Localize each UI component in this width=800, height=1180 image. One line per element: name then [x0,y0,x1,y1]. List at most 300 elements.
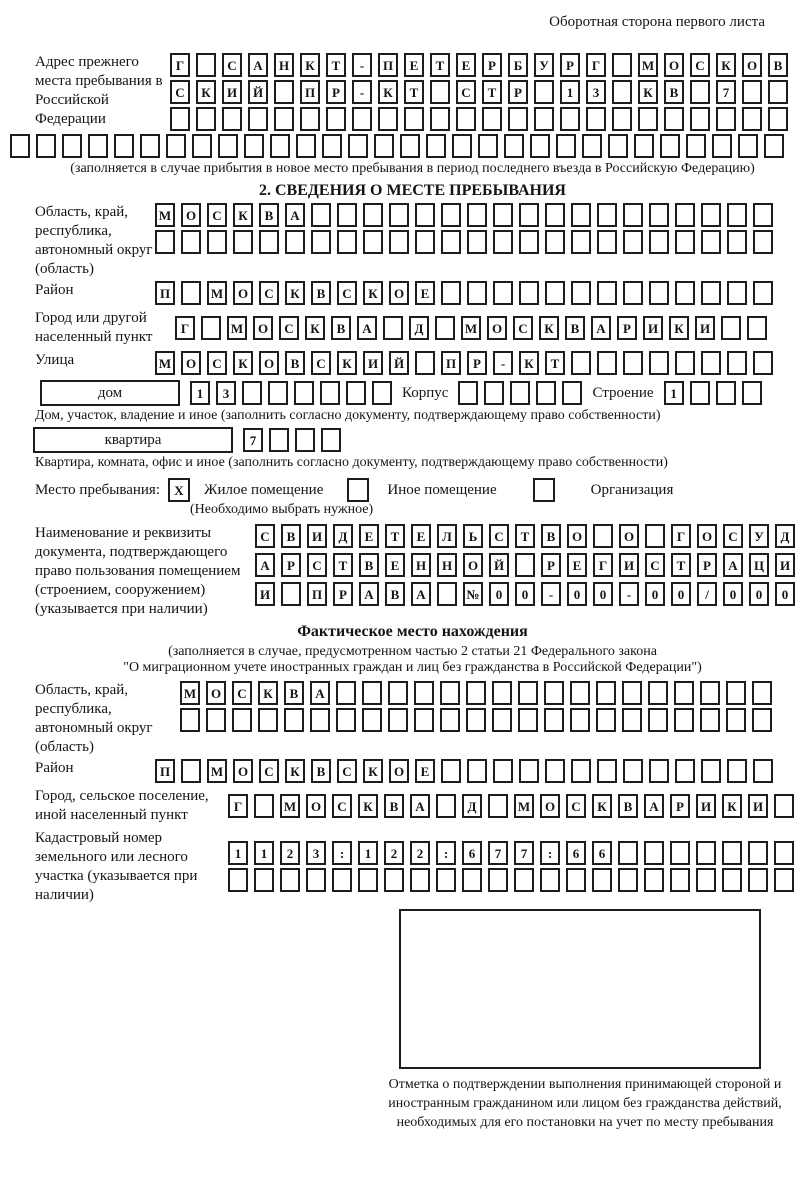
char-cell [440,708,460,732]
char-cell: М [155,203,175,227]
char-cell: 1 [358,841,378,865]
char-cell: О [487,316,507,340]
char-cell: Е [404,53,424,77]
char-cell: О [206,681,226,705]
char-cell: Т [545,351,565,375]
char-cell: Д [775,524,795,548]
char-cell [608,134,628,158]
char-cell: Т [482,80,502,104]
char-cell: П [300,80,320,104]
char-cell: К [638,80,658,104]
char-cell [311,203,331,227]
stamp-note: Отметка о подтверждении выполнения принимающей стороной и иностранным гражданином или лицом без гражданства действий, необходимых для его постановки на учет по месту пребывания [388,1077,782,1130]
char-cell [571,230,591,254]
char-cell [700,708,720,732]
char-cell: А [255,553,275,577]
char-cell: К [233,203,253,227]
char-cell [10,134,30,158]
house-row [190,381,392,405]
char-cell: И [255,582,275,606]
char-cell [462,868,482,892]
char-cell [748,868,768,892]
actual-city-label: Город, сельское поселение, иной населенный пункт [35,788,209,823]
char-cell [389,230,409,254]
char-cell: Е [415,281,435,305]
char-cell [701,759,721,783]
char-cell [556,134,576,158]
actual-location-note-2: "О миграционном учете иностранных граждан и лиц без гражданства в Российской Федерации") [123,660,702,675]
char-cell [270,134,290,158]
char-cell [384,868,404,892]
char-cell: О [181,351,201,375]
char-cell [518,708,538,732]
char-cell [488,794,508,818]
street-label: Улица [35,352,75,368]
char-cell [374,134,394,158]
region-label: Область, край, республика, автономный округ (область) [35,204,153,277]
char-cell: М [207,759,227,783]
char-cell [332,868,352,892]
char-cell: И [307,524,327,548]
char-cell: Т [404,80,424,104]
char-cell [493,203,513,227]
char-cell [410,868,430,892]
char-cell: 3 [216,381,236,405]
char-cell: 0 [671,582,691,606]
char-cell [140,134,160,158]
char-cell [430,107,450,131]
char-cell: В [281,524,301,548]
char-cell [622,708,642,732]
char-cell [748,841,768,865]
char-cell [478,134,498,158]
char-cell: А [723,553,743,577]
char-cell [540,868,560,892]
char-cell [597,759,617,783]
cadastre-rows [228,841,794,892]
char-cell [774,868,794,892]
char-cell: К [337,351,357,375]
char-cell [566,868,586,892]
char-cell [228,868,248,892]
char-cell [166,134,186,158]
char-cell [388,681,408,705]
char-cell [623,759,643,783]
char-cell [727,281,747,305]
char-cell [545,281,565,305]
char-cell [352,107,372,131]
actual-city-row [228,794,794,818]
char-cell: 7 [488,841,508,865]
char-cell [738,134,758,158]
char-cell: М [227,316,247,340]
char-cell [612,53,632,77]
char-cell [544,708,564,732]
char-cell [716,107,736,131]
stamp-box [399,909,761,1069]
char-cell [515,553,535,577]
prev-address-label: Адрес прежнего места пребывания в Российской Федерации [35,54,163,127]
char-cell [456,107,476,131]
char-cell [675,281,695,305]
char-cell [571,203,591,227]
prev-address-row-4 [10,134,790,158]
char-cell [62,134,82,158]
district-block [35,281,790,305]
char-cell [649,230,669,254]
char-cell: Д [333,524,353,548]
char-cell [716,381,736,405]
char-cell: О [233,281,253,305]
char-cell: Е [567,553,587,577]
char-cell [664,107,684,131]
char-cell [510,381,530,405]
char-cell: Т [671,553,691,577]
char-cell: Г [671,524,691,548]
char-cell: У [534,53,554,77]
char-cell: С [337,759,357,783]
char-cell: Г [586,53,606,77]
city-label: Город или другой населенный пункт [35,310,153,345]
korpus-label: Корпус [402,384,449,401]
char-cell [492,708,512,732]
char-cell [484,381,504,405]
char-cell: Н [274,53,294,77]
char-cell: Р [670,794,690,818]
char-cell [326,107,346,131]
char-cell [196,53,216,77]
char-cell: К [592,794,612,818]
char-cell [274,107,294,131]
char-cell [114,134,134,158]
actual-location-note-1: (заполняется в случае, предусмотренном частью 2 статьи 21 Федерального закона [168,644,657,659]
char-cell [700,681,720,705]
char-cell: Е [385,553,405,577]
char-cell [306,868,326,892]
char-cell: Р [541,553,561,577]
char-cell: 6 [462,841,482,865]
char-cell [244,134,264,158]
char-cell: И [222,80,242,104]
stay-type-block [35,478,790,502]
stroenie-row [664,381,762,405]
char-cell [674,681,694,705]
char-cell [727,351,747,375]
actual-district-label: Район [35,760,74,776]
prev-address-row-3 [170,107,788,131]
char-cell [296,134,316,158]
char-cell: К [539,316,559,340]
district-row [155,281,773,305]
char-cell: С [332,794,352,818]
char-cell [571,759,591,783]
char-cell [430,80,450,104]
char-cell: Т [326,53,346,77]
prev-address-rows [170,53,788,131]
char-cell [207,230,227,254]
char-cell: Т [385,524,405,548]
char-cell: 3 [586,80,606,104]
char-cell [623,351,643,375]
char-cell: Е [456,53,476,77]
street-block [35,351,790,375]
document-rows [255,524,795,606]
char-cell [596,681,616,705]
char-cell [348,134,368,158]
char-cell: А [359,582,379,606]
char-cell [362,708,382,732]
char-cell: П [441,351,461,375]
char-cell [363,203,383,227]
char-cell: М [461,316,481,340]
char-cell [597,351,617,375]
char-cell: В [284,681,304,705]
char-cell: Е [359,524,379,548]
char-cell [492,681,512,705]
char-cell: Р [617,316,637,340]
char-cell [597,281,617,305]
char-cell [206,708,226,732]
char-cell: 2 [384,841,404,865]
char-cell [242,381,262,405]
char-cell: : [540,841,560,865]
char-cell: К [358,794,378,818]
char-cell [346,381,366,405]
char-cell [415,351,435,375]
char-cell [466,708,486,732]
char-cell: В [565,316,585,340]
korpus-row [458,381,582,405]
char-cell: С [690,53,710,77]
char-cell: / [697,582,717,606]
char-cell: Н [437,553,457,577]
char-cell [570,681,590,705]
char-cell: В [259,203,279,227]
char-cell: 2 [410,841,430,865]
char-cell: 1 [190,381,210,405]
char-cell [670,841,690,865]
char-cell [493,759,513,783]
char-cell [690,107,710,131]
char-cell: П [307,582,327,606]
char-cell [675,230,695,254]
char-cell: М [638,53,658,77]
actual-location-title: Фактическое место нахождения [297,623,528,640]
region-row-2 [155,230,773,254]
char-cell: О [567,524,587,548]
region-rows [155,203,773,254]
char-cell: У [749,524,769,548]
char-cell [435,316,455,340]
char-cell [155,230,175,254]
char-cell [612,80,632,104]
char-cell [248,107,268,131]
char-cell [560,107,580,131]
char-cell [571,351,591,375]
char-cell [727,203,747,227]
char-cell: Л [437,524,457,548]
char-cell: О [619,524,639,548]
char-cell [645,524,665,548]
char-cell: В [664,80,684,104]
char-cell: 7 [243,428,263,452]
char-cell [670,868,690,892]
char-cell: 1 [254,841,274,865]
char-cell: М [280,794,300,818]
char-cell: Й [389,351,409,375]
char-cell [774,794,794,818]
char-cell [638,107,658,131]
char-cell: П [155,281,175,305]
char-cell [514,868,534,892]
char-cell: С [307,553,327,577]
char-cell: И [643,316,663,340]
char-cell [181,281,201,305]
char-cell [362,681,382,705]
char-cell: С [279,316,299,340]
char-cell [722,841,742,865]
char-cell [36,134,56,158]
prev-address-note: (заполняется в случае прибытия в новое место пребывания в период последнего въезда в Российскую Федерацию) [70,161,755,176]
char-cell [712,134,732,158]
actual-region-rows [180,681,772,732]
region-block [35,203,790,279]
char-cell [536,381,556,405]
char-cell: В [541,524,561,548]
char-cell: Й [248,80,268,104]
char-cell [196,107,216,131]
char-cell [747,316,767,340]
char-cell: Р [326,80,346,104]
char-cell [254,794,274,818]
char-cell [378,107,398,131]
char-cell [181,230,201,254]
char-cell: 0 [515,582,535,606]
char-cell [623,203,643,227]
char-cell [383,316,403,340]
char-cell: Р [560,53,580,77]
char-cell [441,203,461,227]
cadastre-block [35,829,790,905]
char-cell: К [378,80,398,104]
char-cell [752,681,772,705]
char-cell: Р [333,582,353,606]
char-cell [649,281,669,305]
char-cell [582,134,602,158]
char-cell: Н [411,553,431,577]
char-cell: 6 [566,841,586,865]
char-cell: 1 [560,80,580,104]
stay-type-option-residential: Жилое помещение [204,481,324,498]
char-cell [414,681,434,705]
char-cell [742,107,762,131]
char-cell [696,868,716,892]
stroenie-label: Строение [592,384,654,401]
char-cell [648,681,668,705]
char-cell [623,230,643,254]
char-cell [404,107,424,131]
char-cell [415,203,435,227]
char-cell: А [310,681,330,705]
cadastre-row-1 [228,841,794,865]
apartment-note: Квартира, комната, офис и иное (заполнить согласно документу, подтверждающему право собственности) [35,455,668,470]
char-cell [727,759,747,783]
cadastre-row-2 [228,868,794,892]
char-cell: С [456,80,476,104]
char-cell [322,134,342,158]
prev-address-block [35,53,790,131]
char-cell: В [385,582,405,606]
char-cell: И [775,553,795,577]
char-cell [426,134,446,158]
char-cell: К [285,759,305,783]
char-cell [294,381,314,405]
char-cell: К [196,80,216,104]
char-cell [545,230,565,254]
char-cell [493,281,513,305]
char-cell [618,841,638,865]
char-cell: 0 [645,582,665,606]
char-cell [545,759,565,783]
char-cell [415,230,435,254]
char-cell [674,708,694,732]
char-cell: Р [482,53,502,77]
char-cell: А [591,316,611,340]
stay-type-option-organization: Организация [590,481,674,498]
char-cell: К [722,794,742,818]
char-cell: В [768,53,788,77]
char-cell: Г [170,53,190,77]
char-cell [597,203,617,227]
char-cell: Ь [463,524,483,548]
city-block [35,309,790,347]
char-cell [321,428,341,452]
char-cell [337,230,357,254]
char-cell [300,107,320,131]
char-cell [768,80,788,104]
char-cell [622,681,642,705]
char-cell: О [742,53,762,77]
char-cell [727,230,747,254]
char-cell: К [519,351,539,375]
char-cell [623,281,643,305]
char-cell: С [311,351,331,375]
char-cell: № [463,582,483,606]
char-cell [570,708,590,732]
char-cell: В [359,553,379,577]
house-note: Дом, участок, владение и иное (заполнить согласно документу, подтверждающему право собственности) [35,408,661,423]
actual-city-block [35,787,790,825]
char-cell: О [697,524,717,548]
char-cell: Р [467,351,487,375]
char-cell [441,281,461,305]
char-cell: С [259,281,279,305]
char-cell: : [332,841,352,865]
char-cell: - [352,53,372,77]
street-row [155,351,773,375]
stay-type-label: Место пребывания: [35,481,160,498]
char-cell: И [695,316,715,340]
house-block [40,380,790,406]
char-cell [414,708,434,732]
document-label: Наименование и реквизиты документа, подтверждающего право пользования помещением (строением, сооружением) (указывается при наличии) [35,525,241,617]
char-cell [544,681,564,705]
char-cell: О [181,203,201,227]
char-cell [675,351,695,375]
char-cell [742,80,762,104]
char-cell: Г [228,794,248,818]
char-cell: А [411,582,431,606]
